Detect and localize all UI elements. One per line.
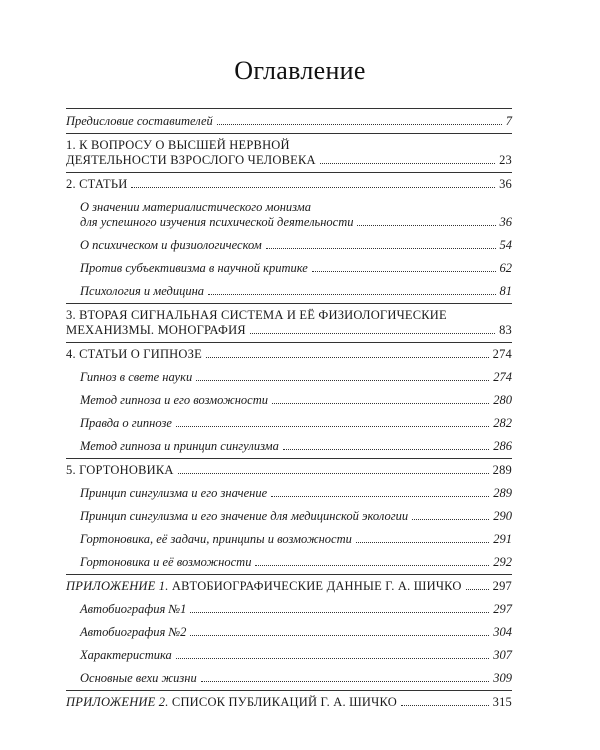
toc-entry-line	[66, 138, 512, 153]
toc-entry-line	[66, 308, 512, 323]
dot-leader	[196, 380, 489, 381]
dot-leader	[272, 403, 489, 404]
section-divider	[66, 458, 512, 459]
dot-leader	[312, 271, 496, 272]
toc-entry-text: Метод гипноза и его возможности	[80, 393, 269, 407]
toc-entry[interactable]	[66, 323, 512, 338]
page-number: 23	[499, 153, 512, 167]
top-rule	[66, 108, 512, 109]
toc-entry-text: Метод гипноза и принцип сингулизма	[80, 439, 279, 453]
dot-leader	[190, 635, 489, 636]
appendix-label: ПРИЛОЖЕНИЕ 2.	[66, 695, 169, 709]
dot-leader	[255, 565, 489, 566]
page-number: 291	[493, 532, 512, 546]
dot-leader	[357, 225, 495, 226]
toc-entry[interactable]	[66, 153, 512, 168]
toc-entry[interactable]	[66, 347, 512, 362]
toc-entry-text: Правда о гипнозе	[80, 416, 172, 430]
dot-leader	[466, 589, 489, 590]
dot-leader	[190, 612, 489, 613]
toc-subentry[interactable]	[66, 625, 512, 640]
toc-entry-text: Автобиография №1	[80, 602, 187, 616]
appendix-label: ПРИЛОЖЕНИЕ 1.	[66, 579, 169, 593]
page-number: 83	[499, 323, 512, 337]
dot-leader	[217, 124, 502, 125]
section-divider	[66, 574, 512, 575]
toc-entry[interactable]	[66, 114, 512, 129]
page-number: 289	[493, 486, 512, 500]
page-number: 280	[493, 393, 512, 407]
page-number: 309	[493, 671, 512, 685]
toc-entry-text: 5. ГОРТОНОВИКА	[66, 463, 174, 477]
section-divider	[66, 342, 512, 343]
toc-entry-line	[66, 200, 512, 215]
toc-subentry[interactable]	[66, 532, 512, 547]
toc-entry-text: Гипноз в свете науки	[80, 370, 193, 384]
toc-subentry[interactable]	[66, 416, 512, 431]
dot-leader	[266, 248, 496, 249]
section-divider	[66, 133, 512, 134]
toc-entry-text: О значении материалистического монизма	[80, 200, 311, 214]
page-number: 297	[493, 602, 512, 616]
section-divider	[66, 690, 512, 691]
dot-leader	[206, 357, 489, 358]
toc-subentry[interactable]	[66, 238, 512, 253]
toc-entry-text: Принцип сингулизма и его значение	[80, 486, 268, 500]
toc-entry-text	[66, 579, 462, 594]
toc-subentry[interactable]	[66, 261, 512, 276]
toc-entry-text: Психология и медицина	[80, 284, 205, 298]
toc-entry-text: ДЕЯТЕЛЬНОСТИ ВЗРОСЛОГО ЧЕЛОВЕКА	[66, 153, 316, 167]
toc-entry[interactable]	[66, 463, 512, 478]
toc-entry[interactable]	[66, 579, 512, 594]
page-number: 289	[492, 463, 512, 477]
toc-entry-text: 3. ВТОРАЯ СИГНАЛЬНАЯ СИСТЕМА И ЕЁ ФИЗИОЛОГИЧЕСКИЕ	[66, 308, 447, 322]
toc-subentry[interactable]	[66, 370, 512, 385]
toc-entry-text: Основные вехи жизни	[80, 671, 197, 685]
toc-subentry[interactable]	[66, 602, 512, 617]
page-number: 292	[493, 555, 512, 569]
dot-leader	[176, 658, 489, 659]
toc-subentry[interactable]	[66, 486, 512, 501]
dot-leader	[271, 496, 489, 497]
toc-subentry[interactable]	[66, 671, 512, 686]
toc-entry[interactable]	[66, 177, 512, 192]
page-number: 274	[492, 347, 512, 361]
page-number: 307	[493, 648, 512, 662]
dot-leader	[176, 426, 489, 427]
toc-entry-text: 4. СТАТЬИ О ГИПНОЗЕ	[66, 347, 202, 361]
toc-entry-text: Принцип сингулизма и его значение для медицинской экологии	[80, 509, 409, 523]
toc-entry-text: Гортоновика, её задачи, принципы и возможности	[80, 532, 352, 546]
toc-entry-text: Против субъективизма в научной критике	[80, 261, 308, 275]
toc-entry-text: 2. СТАТЬИ	[66, 177, 128, 191]
toc-entry-text: Характеристика	[80, 648, 172, 662]
section-divider	[66, 172, 512, 173]
page-number: 304	[493, 625, 512, 639]
page-number: 290	[493, 509, 512, 523]
page-title: Оглавление	[234, 56, 366, 85]
toc-entry[interactable]	[66, 695, 512, 710]
appendix-title: АВТОБИОГРАФИЧЕСКИЕ ДАННЫЕ Г. А. ШИЧКО	[171, 579, 462, 593]
page-number: 282	[493, 416, 512, 430]
toc-entry-text: 1. К ВОПРОСУ О ВЫСШЕЙ НЕРВНОЙ	[66, 138, 290, 152]
toc-subentry[interactable]	[66, 393, 512, 408]
appendix-title: СПИСОК ПУБЛИКАЦИЙ Г. А. ШИЧКО	[171, 695, 397, 709]
page-number: 36	[499, 215, 512, 229]
toc-subentry[interactable]	[66, 648, 512, 663]
table-of-contents	[66, 114, 512, 710]
toc-entry-text: для успешного изучения психической деятельности	[80, 215, 354, 229]
toc-entry-text: Гортоновика и её возможности	[80, 555, 252, 569]
toc-subentry[interactable]	[66, 509, 512, 524]
page-number: 81	[499, 284, 512, 298]
dot-leader	[401, 705, 489, 706]
page-number: 62	[499, 261, 512, 275]
dot-leader	[178, 473, 489, 474]
toc-subentry[interactable]	[66, 284, 512, 299]
page-number: 297	[492, 579, 512, 593]
toc-subentry[interactable]	[66, 555, 512, 570]
toc-entry-text: О психическом и физиологическом	[80, 238, 262, 252]
dot-leader	[250, 333, 495, 334]
dot-leader	[208, 294, 495, 295]
toc-entry-text: Предисловие составителей	[66, 114, 213, 128]
page-number: 54	[499, 238, 512, 252]
page-number: 36	[499, 177, 512, 191]
dot-leader	[283, 449, 489, 450]
dot-leader	[201, 681, 490, 682]
dot-leader	[320, 163, 495, 164]
page-number: 286	[493, 439, 512, 453]
section-divider	[66, 303, 512, 304]
dot-leader	[131, 187, 495, 188]
toc-subentry[interactable]	[66, 215, 512, 230]
toc-subentry[interactable]	[66, 439, 512, 454]
dot-leader	[356, 542, 489, 543]
toc-entry-text	[66, 695, 397, 710]
page-number: 315	[492, 695, 512, 709]
page-number: 7	[505, 114, 512, 128]
dot-leader	[412, 519, 489, 520]
toc-entry-text: МЕХАНИЗМЫ. МОНОГРАФИЯ	[66, 323, 246, 337]
page-number: 274	[493, 370, 512, 384]
toc-entry-text: Автобиография №2	[80, 625, 187, 639]
